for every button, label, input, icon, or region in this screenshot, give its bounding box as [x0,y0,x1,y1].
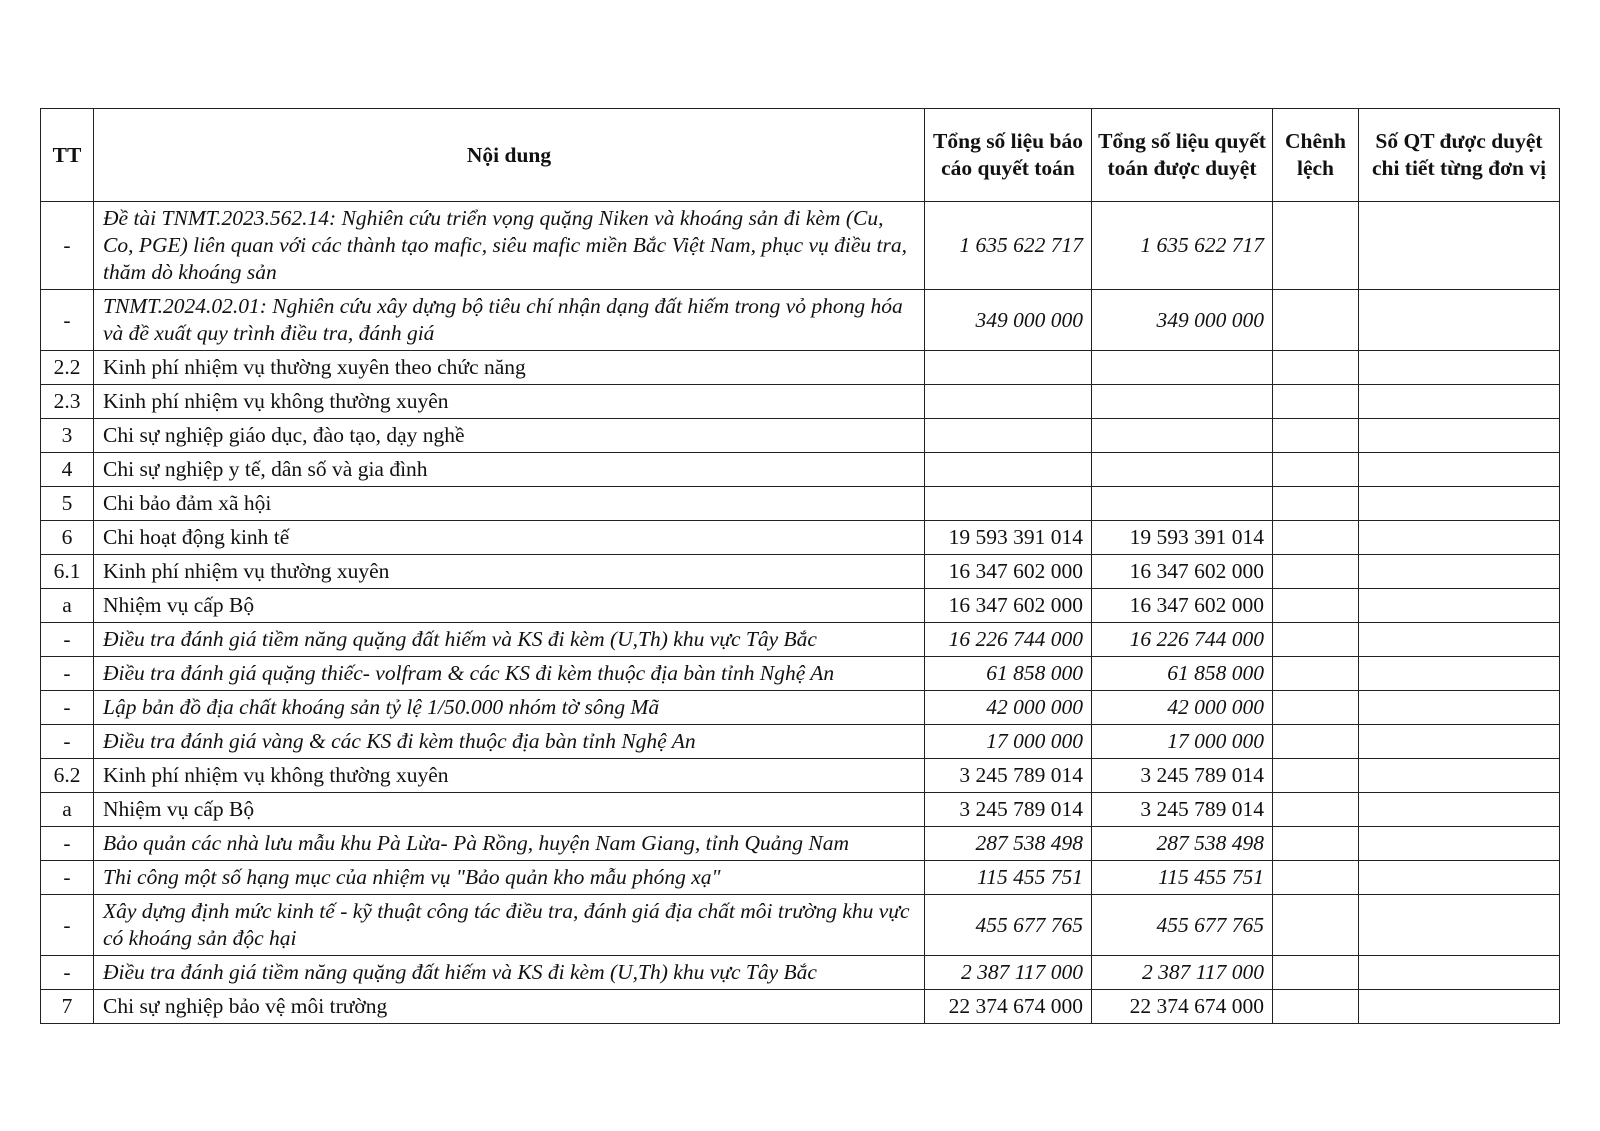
row-content-cell: Bảo quản các nhà lưu mẫu khu Pà Lừa- Pà Rồng, huyện Nam Giang, tỉnh Quảng Nam [94,827,925,861]
row-difference-cell [1273,990,1359,1024]
row-reported-cell: 3 245 789 014 [925,759,1092,793]
row-content-cell: Xây dựng định mức kinh tế - kỹ thuật công tác điều tra, đánh giá địa chất môi trường khu vực có khoáng sản độc hại [94,895,925,956]
row-difference-cell [1273,385,1359,419]
row-approved-cell: 2 387 117 000 [1092,956,1273,990]
row-reported-cell [925,385,1092,419]
header-difference: Chênh lệch [1273,109,1359,202]
row-detail-cell [1359,861,1560,895]
row-reported-cell: 1 635 622 717 [925,202,1092,290]
row-approved-cell: 16 226 744 000 [1092,623,1273,657]
row-difference-cell [1273,487,1359,521]
table-row [41,453,1560,487]
row-tt-cell: 2.2 [41,351,94,385]
row-tt-cell: 4 [41,453,94,487]
row-approved-cell: 42 000 000 [1092,691,1273,725]
table-row [41,419,1560,453]
row-content-cell: Chi sự nghiệp giáo dục, đào tạo, dạy nghề [94,419,925,453]
row-detail-cell [1359,487,1560,521]
row-reported-cell: 287 538 498 [925,827,1092,861]
table-row [41,290,1560,351]
row-detail-cell [1359,351,1560,385]
header-reported: Tổng số liệu báo cáo quyết toán [925,109,1092,202]
row-tt-cell: - [41,827,94,861]
row-approved-cell: 19 593 391 014 [1092,521,1273,555]
row-tt-cell: - [41,691,94,725]
row-detail-cell [1359,589,1560,623]
row-detail-cell [1359,793,1560,827]
row-approved-cell: 17 000 000 [1092,725,1273,759]
table-row [41,827,1560,861]
row-reported-cell: 16 347 602 000 [925,589,1092,623]
row-difference-cell [1273,521,1359,555]
row-difference-cell [1273,895,1359,956]
settlement-table [40,108,1560,1024]
table-row [41,487,1560,521]
table-row [41,623,1560,657]
row-difference-cell [1273,793,1359,827]
row-content-cell: Chi sự nghiệp bảo vệ môi trường [94,990,925,1024]
row-content-cell: Đề tài TNMT.2023.562.14: Nghiên cứu triển vọng quặng Niken và khoáng sản đi kèm (Cu, Co, PGE) liên quan với các thành tạo mafic, siêu mafic miền Bắc Việt Nam, phục vụ điều tra, thăm dò khoáng sản [94,202,925,290]
row-approved-cell: 3 245 789 014 [1092,793,1273,827]
row-approved-cell [1092,351,1273,385]
row-difference-cell [1273,453,1359,487]
row-content-cell: Điều tra đánh giá tiềm năng quặng đất hiếm và KS đi kèm (U,Th) khu vực Tây Bắc [94,956,925,990]
row-reported-cell: 349 000 000 [925,290,1092,351]
table-row [41,657,1560,691]
row-reported-cell: 16 226 744 000 [925,623,1092,657]
row-approved-cell: 16 347 602 000 [1092,555,1273,589]
row-difference-cell [1273,759,1359,793]
row-approved-cell: 3 245 789 014 [1092,759,1273,793]
row-approved-cell: 1 635 622 717 [1092,202,1273,290]
row-reported-cell [925,453,1092,487]
row-content-cell: Điều tra đánh giá tiềm năng quặng đất hiếm và KS đi kèm (U,Th) khu vực Tây Bắc [94,623,925,657]
row-approved-cell: 455 677 765 [1092,895,1273,956]
row-approved-cell: 61 858 000 [1092,657,1273,691]
row-tt-cell: 3 [41,419,94,453]
row-tt-cell: - [41,861,94,895]
row-tt-cell: - [41,956,94,990]
table-row [41,956,1560,990]
row-detail-cell [1359,725,1560,759]
row-detail-cell [1359,521,1560,555]
row-detail-cell [1359,419,1560,453]
table-row [41,202,1560,290]
row-detail-cell [1359,453,1560,487]
header-approved: Tổng số liệu quyết toán được duyệt [1092,109,1273,202]
row-difference-cell [1273,202,1359,290]
row-difference-cell [1273,691,1359,725]
row-reported-cell: 17 000 000 [925,725,1092,759]
row-reported-cell [925,419,1092,453]
table-row [41,351,1560,385]
row-difference-cell [1273,351,1359,385]
row-tt-cell: 6.1 [41,555,94,589]
row-difference-cell [1273,589,1359,623]
row-approved-cell [1092,453,1273,487]
row-content-cell: Điều tra đánh giá vàng & các KS đi kèm thuộc địa bàn tỉnh Nghệ An [94,725,925,759]
row-approved-cell: 22 374 674 000 [1092,990,1273,1024]
row-approved-cell [1092,419,1273,453]
row-tt-cell: 5 [41,487,94,521]
row-reported-cell: 2 387 117 000 [925,956,1092,990]
table-row [41,895,1560,956]
row-tt-cell: - [41,623,94,657]
row-content-cell: Kinh phí nhiệm vụ thường xuyên theo chức năng [94,351,925,385]
row-difference-cell [1273,657,1359,691]
row-content-cell: Kinh phí nhiệm vụ không thường xuyên [94,759,925,793]
row-detail-cell [1359,895,1560,956]
row-difference-cell [1273,623,1359,657]
row-approved-cell: 115 455 751 [1092,861,1273,895]
row-content-cell: TNMT.2024.02.01: Nghiên cứu xây dựng bộ tiêu chí nhận dạng đất hiếm trong vỏ phong hóa và đề xuất quy trình điều tra, đánh giá [94,290,925,351]
row-reported-cell [925,487,1092,521]
row-approved-cell: 16 347 602 000 [1092,589,1273,623]
row-tt-cell: - [41,202,94,290]
row-difference-cell [1273,861,1359,895]
row-reported-cell: 22 374 674 000 [925,990,1092,1024]
table-row [41,759,1560,793]
row-approved-cell: 287 538 498 [1092,827,1273,861]
table-row [41,691,1560,725]
row-detail-cell [1359,827,1560,861]
row-difference-cell [1273,555,1359,589]
table-row [41,385,1560,419]
row-approved-cell [1092,385,1273,419]
table-row [41,861,1560,895]
row-content-cell: Kinh phí nhiệm vụ thường xuyên [94,555,925,589]
row-tt-cell: 6.2 [41,759,94,793]
table-row [41,725,1560,759]
row-content-cell: Chi bảo đảm xã hội [94,487,925,521]
row-detail-cell [1359,555,1560,589]
row-tt-cell: - [41,725,94,759]
row-reported-cell: 61 858 000 [925,657,1092,691]
row-reported-cell [925,351,1092,385]
row-approved-cell: 349 000 000 [1092,290,1273,351]
header-detail: Số QT được duyệt chi tiết từng đơn vị [1359,109,1560,202]
row-detail-cell [1359,202,1560,290]
row-approved-cell [1092,487,1273,521]
row-difference-cell [1273,725,1359,759]
row-detail-cell [1359,990,1560,1024]
row-reported-cell: 455 677 765 [925,895,1092,956]
row-content-cell: Chi sự nghiệp y tế, dân số và gia đình [94,453,925,487]
row-content-cell: Điều tra đánh giá quặng thiếc- volfram & các KS đi kèm thuộc địa bàn tỉnh Nghệ An [94,657,925,691]
table-row [41,555,1560,589]
row-tt-cell: - [41,657,94,691]
row-content-cell: Chi hoạt động kinh tế [94,521,925,555]
row-detail-cell [1359,385,1560,419]
row-difference-cell [1273,290,1359,351]
row-detail-cell [1359,657,1560,691]
row-tt-cell: 6 [41,521,94,555]
document-page [40,108,1559,1024]
table-row [41,793,1560,827]
row-detail-cell [1359,759,1560,793]
row-tt-cell: a [41,793,94,827]
row-difference-cell [1273,956,1359,990]
row-reported-cell: 16 347 602 000 [925,555,1092,589]
row-content-cell: Thi công một số hạng mục của nhiệm vụ "Bảo quản kho mẫu phóng xạ" [94,861,925,895]
row-detail-cell [1359,956,1560,990]
table-body [41,202,1560,1024]
row-reported-cell: 115 455 751 [925,861,1092,895]
row-tt-cell: - [41,895,94,956]
row-content-cell: Nhiệm vụ cấp Bộ [94,589,925,623]
table-row [41,589,1560,623]
row-reported-cell: 3 245 789 014 [925,793,1092,827]
row-difference-cell [1273,419,1359,453]
row-detail-cell [1359,691,1560,725]
row-content-cell: Lập bản đồ địa chất khoáng sản tỷ lệ 1/50.000 nhóm tờ sông Mã [94,691,925,725]
header-row [41,109,1560,202]
row-content-cell: Kinh phí nhiệm vụ không thường xuyên [94,385,925,419]
row-tt-cell: a [41,589,94,623]
row-difference-cell [1273,827,1359,861]
row-content-cell: Nhiệm vụ cấp Bộ [94,793,925,827]
row-tt-cell: 7 [41,990,94,1024]
row-tt-cell: - [41,290,94,351]
row-reported-cell: 19 593 391 014 [925,521,1092,555]
row-tt-cell: 2.3 [41,385,94,419]
header-content: Nội dung [94,109,925,202]
row-reported-cell: 42 000 000 [925,691,1092,725]
table-row [41,521,1560,555]
row-detail-cell [1359,623,1560,657]
header-tt: TT [41,109,94,202]
table-row [41,990,1560,1024]
row-detail-cell [1359,290,1560,351]
